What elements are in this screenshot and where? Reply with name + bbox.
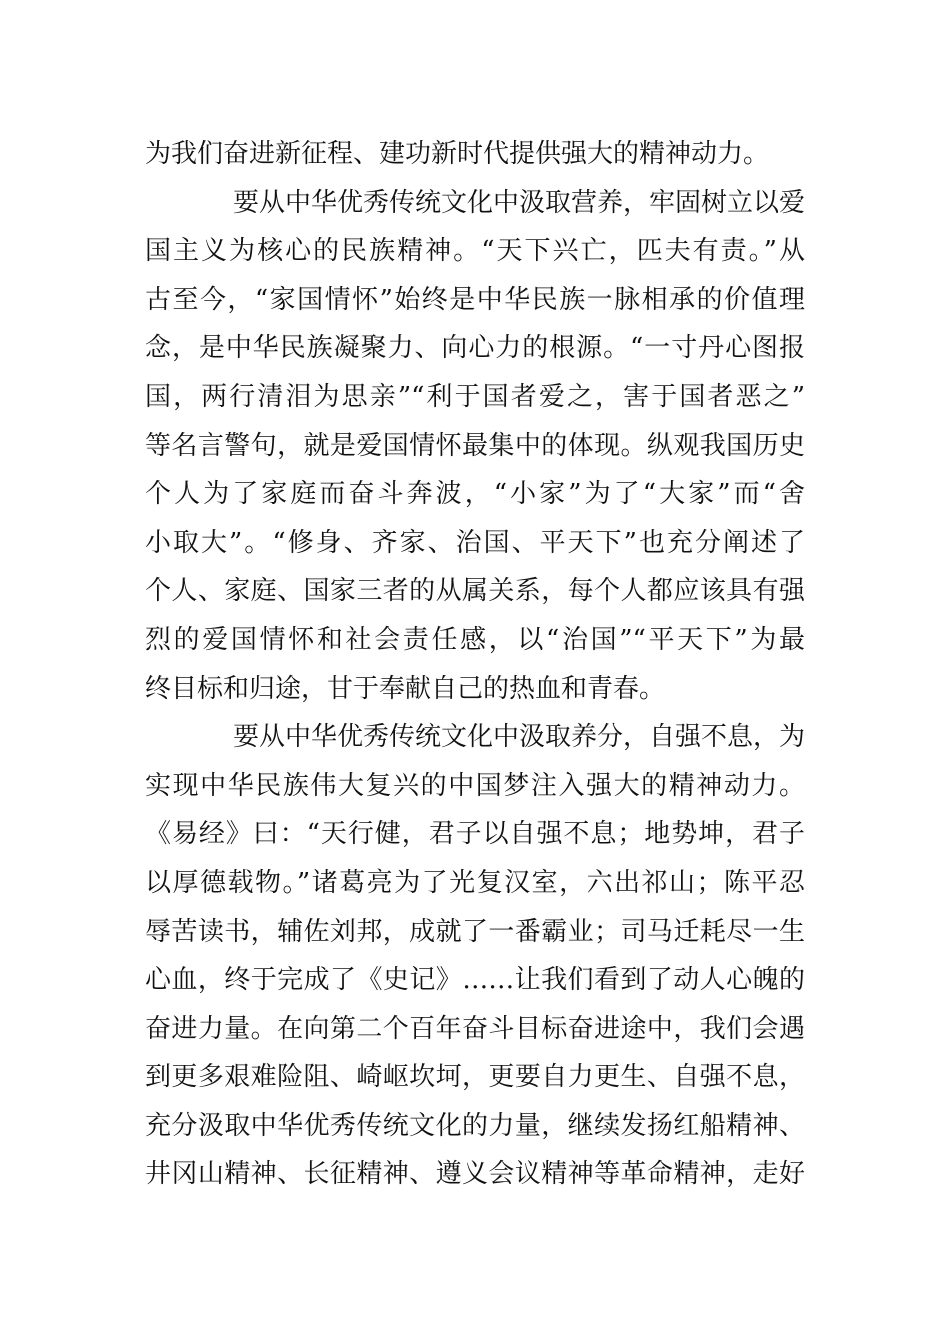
text-line: 奋进力量。在向第二个百年奋斗目标奋进途中，我们会遇 [145,1013,805,1044]
text-line: 终目标和归途，甘于奉献自己的热血和青春。 [145,673,666,704]
text-line: 到更多艰难险阻、崎岖坎坷，更要自力更生、自强不息， [145,1062,805,1093]
text-line: 为我们奋进新征程、建功新时代提供强大的精神动力。 [145,139,770,169]
text-line: 国主义为核心的民族精神。“天下兴亡，匹夫有责。”从 [145,236,805,267]
text-line: 充分汲取中华优秀传统文化的力量，继续发扬红船精神、 [145,1110,805,1141]
text-line: 念，是中华民族凝聚力、向心力的根源。“一寸丹心图报 [145,333,805,364]
document-body [145,130,805,1199]
text-line: 《易经》曰：“天行健，君子以自强不息；地势坤，君子 [145,819,805,850]
text-line: 古至今，“家国情怀”始终是中华民族一脉相承的价值理 [145,284,805,315]
text-line: 井冈山精神、长征精神、遵义会议精神等革命精神，走好 [145,1159,805,1190]
paragraph-first-line: 要从中华优秀传统文化中汲取营养，牢固树立以爱 [233,187,806,218]
text-line: 实现中华民族伟大复兴的中国梦注入强大的精神动力。 [145,770,805,801]
text-line: 等名言警句，就是爱国情怀最集中的体现。纵观我国历史 [145,430,805,461]
text-line: 国，两行清泪为思亲”“利于国者爱之，害于国者恶之” [145,381,805,412]
text-line: 小取大”。“修身、齐家、治国、平天下”也充分阐述了 [145,527,805,558]
text-line: 烈的爱国情怀和社会责任感，以“治国”“平天下”为最 [145,624,805,655]
paragraph-first-line: 要从中华优秀传统文化中汲取养分，自强不息，为 [233,722,806,753]
text-line: 以厚德载物。”诸葛亮为了光复汉室，六出祁山；陈平忍 [145,867,805,898]
text-line: 心血，终于完成了《史记》……让我们看到了动人心魄的 [145,965,805,996]
text-line: 辱苦读书，辅佐刘邦，成就了一番霸业；司马迁耗尽一生 [145,916,805,947]
text-line: 个人、家庭、国家三者的从属关系，每个人都应该具有强 [145,576,805,607]
text-line: 个人为了家庭而奋斗奔波，“小家”为了“大家”而“舍 [145,479,805,510]
